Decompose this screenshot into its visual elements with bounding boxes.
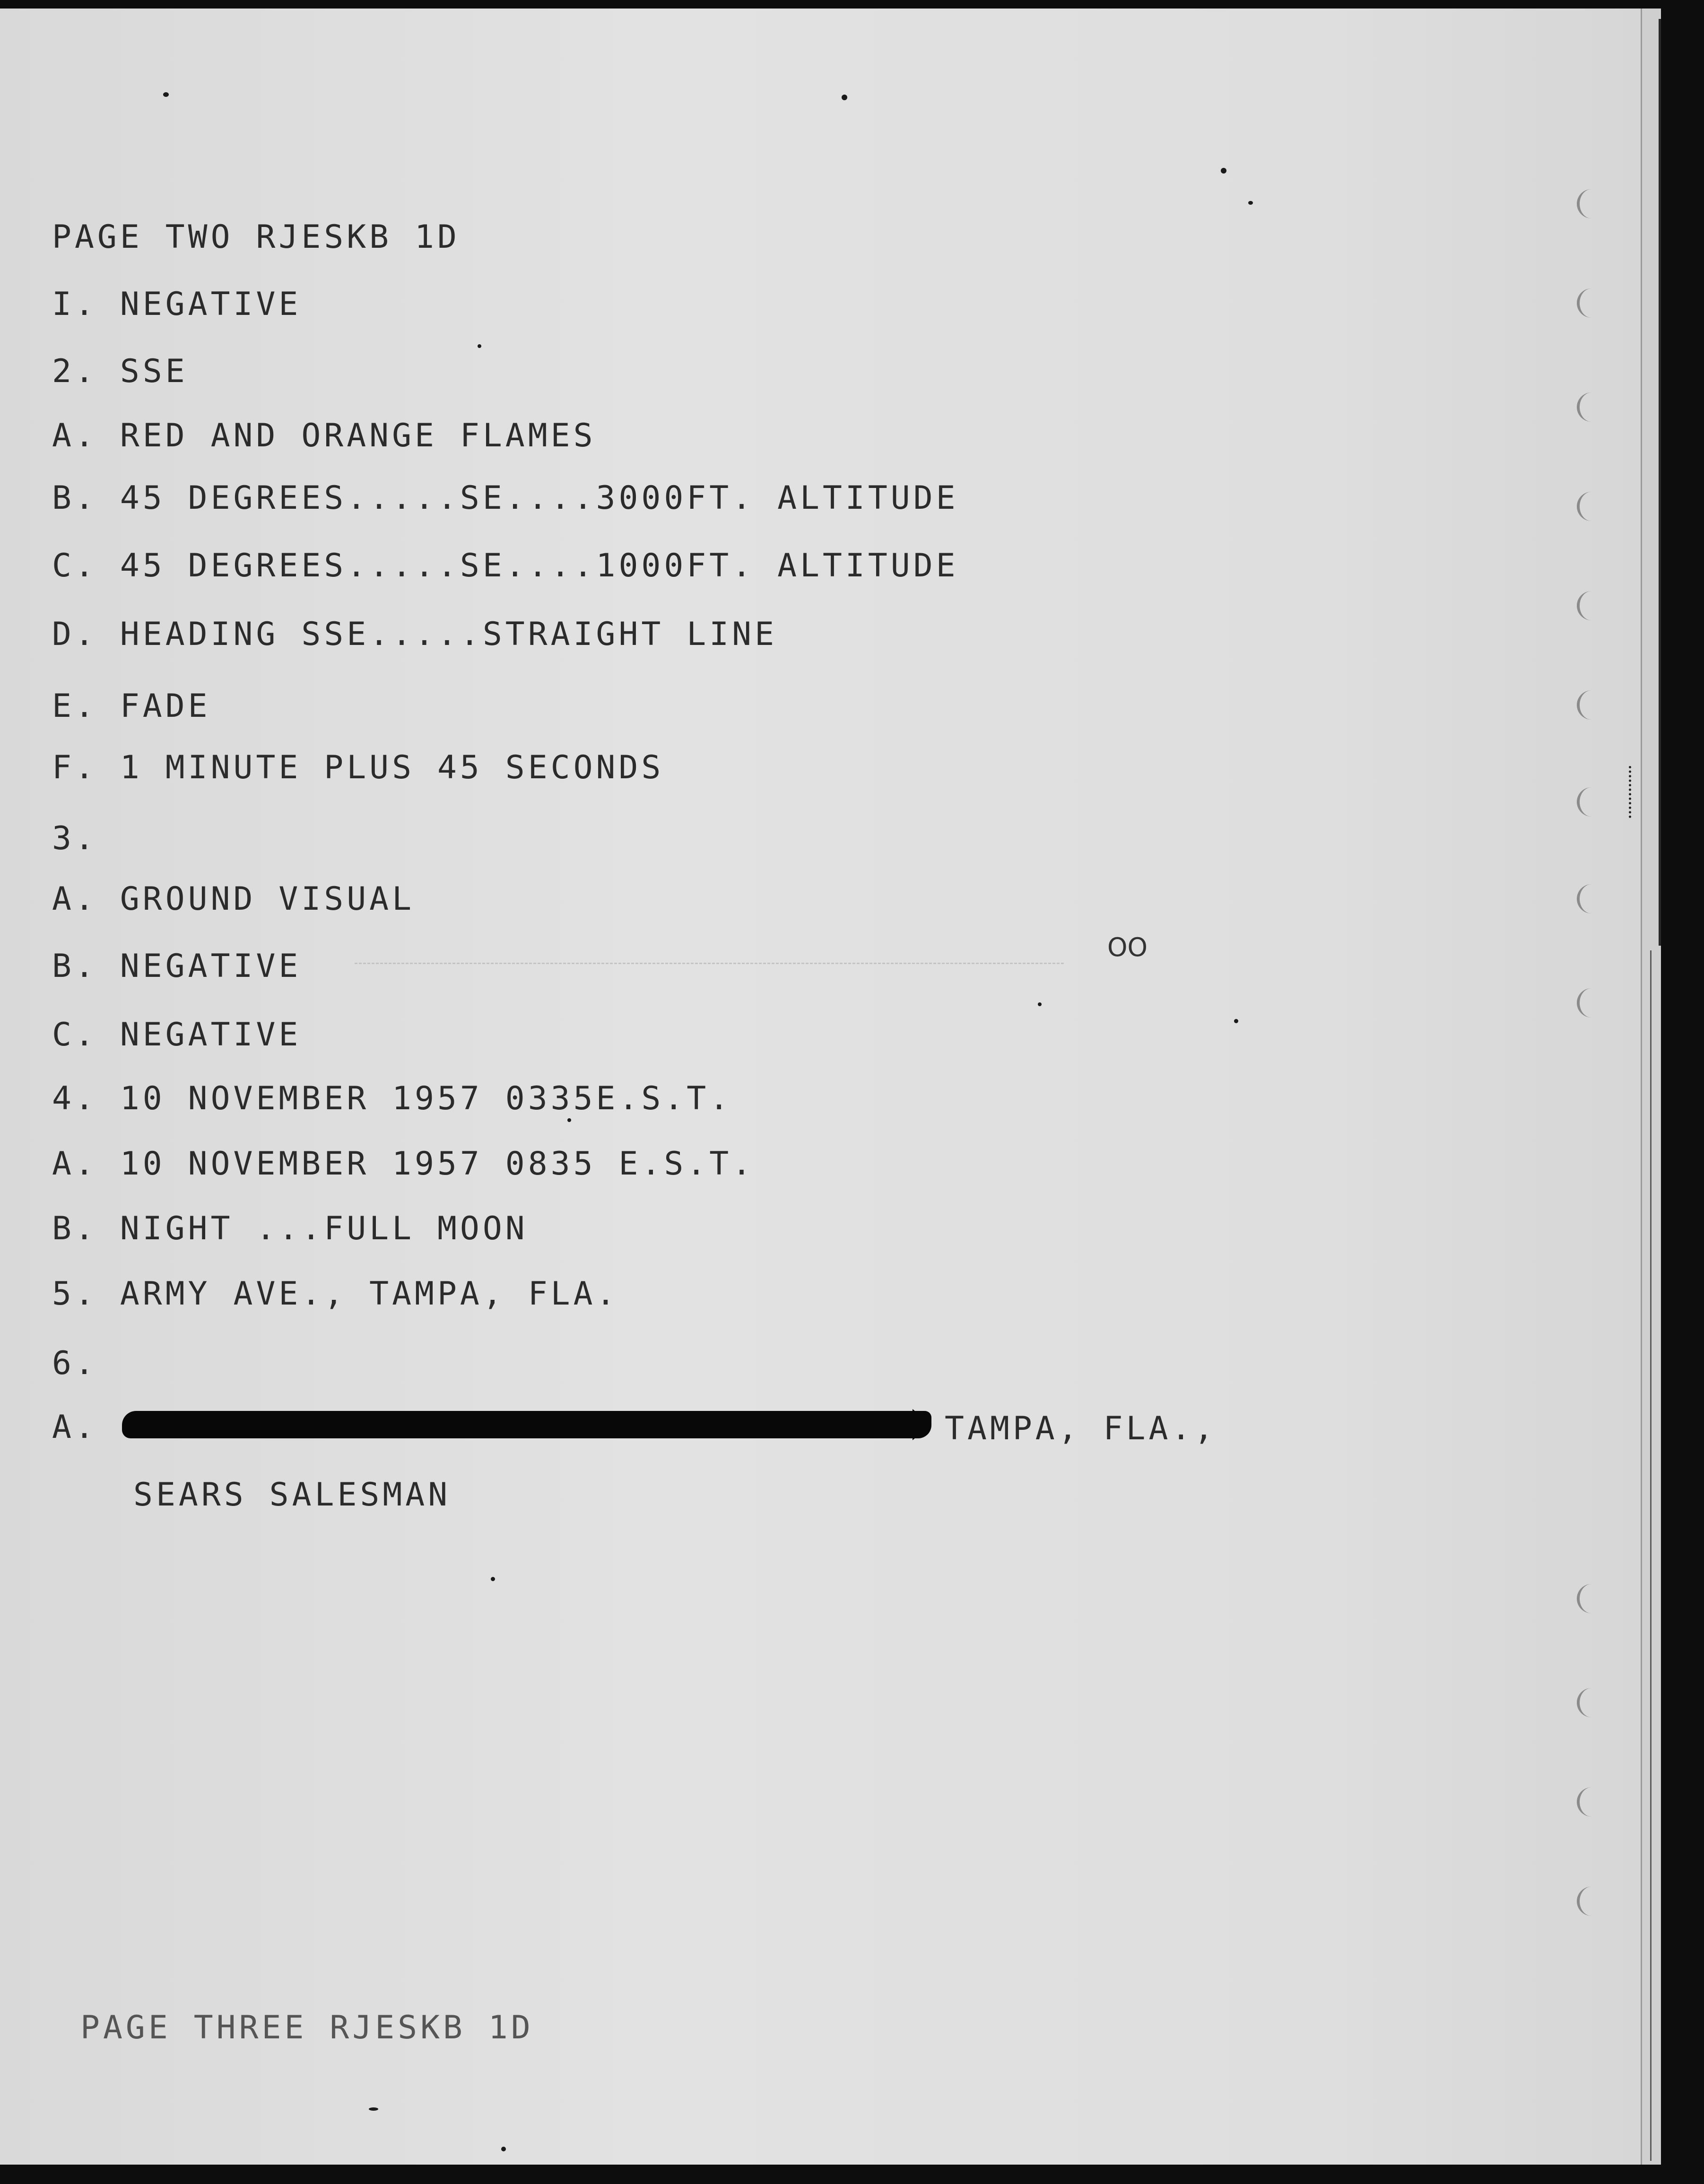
report-line: A. 10 NOVEMBER 1957 0835 E.S.T. bbox=[52, 1145, 755, 1183]
report-line: 2. SSE bbox=[52, 353, 188, 390]
page-header: PAGE TWO RJESKB 1D bbox=[52, 218, 460, 256]
report-line: C. NEGATIVE bbox=[52, 1016, 302, 1053]
report-line: I. NEGATIVE bbox=[52, 286, 302, 323]
speck bbox=[501, 2147, 506, 2151]
speck bbox=[1248, 201, 1253, 205]
report-line: D. HEADING SSE.....STRAIGHT LINE bbox=[52, 616, 778, 653]
speck bbox=[567, 1118, 571, 1122]
report-line: E. FADE bbox=[52, 687, 211, 725]
redaction-bar bbox=[122, 1411, 931, 1438]
speck bbox=[369, 2107, 378, 2111]
speck bbox=[842, 95, 847, 100]
page-footer: PAGE THREE RJESKB 1D bbox=[80, 2009, 534, 2046]
redacted-line-suffix: TAMPA, FLA., bbox=[945, 1410, 1217, 1447]
speck bbox=[1221, 168, 1226, 174]
binding-edge-line bbox=[1659, 19, 1661, 946]
report-line: A. bbox=[52, 1409, 97, 1446]
report-line: B. 45 DEGREES.....SE....3000FT. ALTITUDE bbox=[52, 479, 959, 517]
report-line: 5. ARMY AVE., TAMPA, FLA. bbox=[52, 1275, 619, 1313]
report-line: 6. bbox=[52, 1345, 97, 1382]
report-line: 3. bbox=[52, 820, 97, 857]
faint-rule bbox=[355, 963, 1064, 964]
margin-mark: OO bbox=[1107, 932, 1148, 962]
occupation-line: SEARS SALESMAN bbox=[133, 1476, 451, 1514]
report-line: A. RED AND ORANGE FLAMES bbox=[52, 417, 596, 454]
report-line: F. 1 MINUTE PLUS 45 SECONDS bbox=[52, 749, 664, 786]
speck bbox=[1234, 1019, 1238, 1023]
margin-tick-marks bbox=[1629, 766, 1634, 818]
report-line: 4. 10 NOVEMBER 1957 0335E.S.T. bbox=[52, 1080, 732, 1117]
binding-edge-line-lower bbox=[1650, 950, 1652, 2161]
speck bbox=[491, 1577, 495, 1581]
speck bbox=[1038, 1002, 1042, 1006]
scan-border bbox=[0, 2165, 1704, 2184]
speck bbox=[478, 344, 481, 348]
report-line: C. 45 DEGREES.....SE....1000FT. ALTITUDE bbox=[52, 547, 959, 584]
speck bbox=[163, 92, 169, 97]
report-line: B. NEGATIVE bbox=[52, 948, 302, 985]
report-line: A. GROUND VISUAL bbox=[52, 880, 415, 918]
report-line: B. NIGHT ...FULL MOON bbox=[52, 1210, 528, 1247]
